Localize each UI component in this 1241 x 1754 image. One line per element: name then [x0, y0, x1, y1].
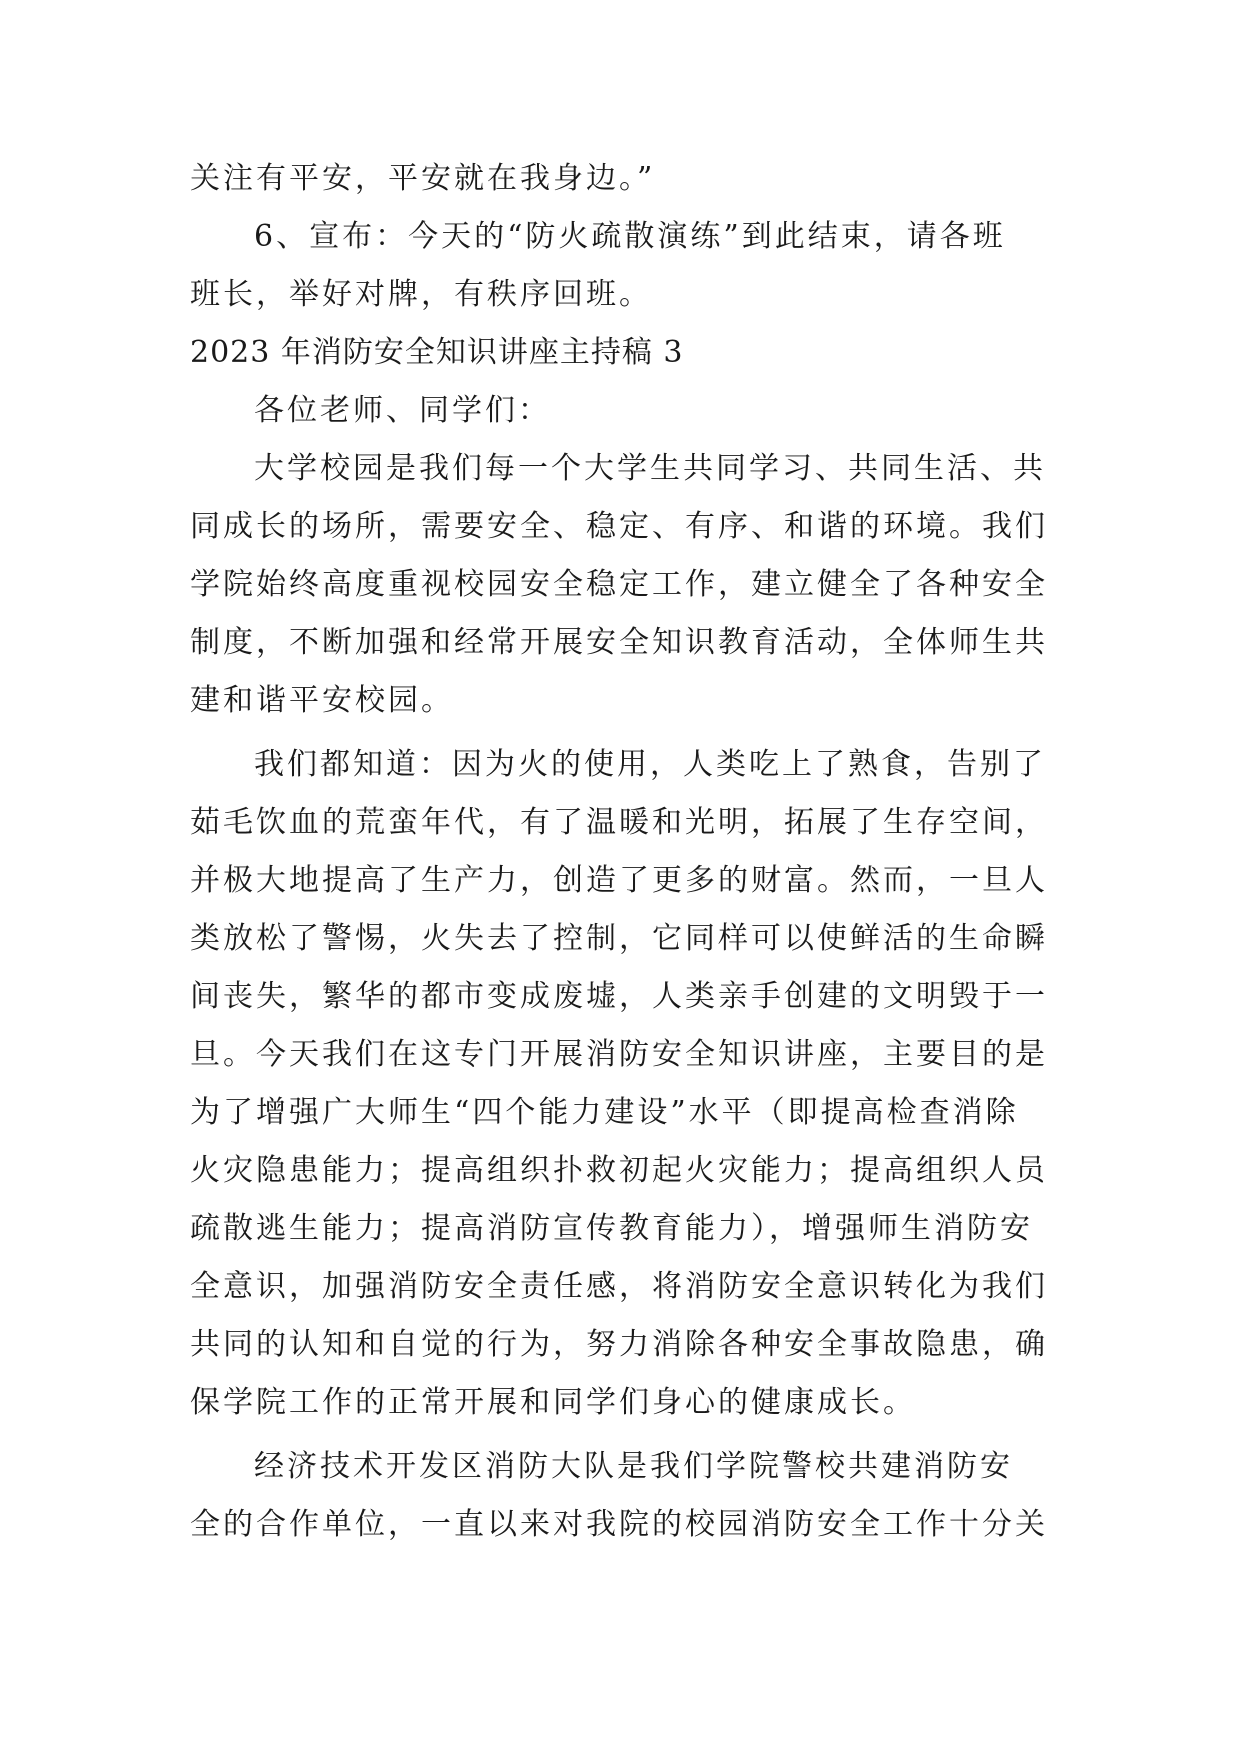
text-line: 保学院工作的正常开展和同学们身心的健康成长。: [190, 1385, 916, 1420]
text-line: 全的合作单位，一直以来对我院的校园消防安全工作十分关: [190, 1507, 1048, 1542]
text-line: 共同的认知和自觉的行为，努力消除各种安全事故隐患，确: [190, 1327, 1048, 1362]
paragraph-continuation: [190, 150, 1050, 208]
text-line: 经济技术开发区消防大队是我们学院警校共建消防安: [254, 1449, 1013, 1484]
text-line: 我们都知道：因为火的使用，人类吃上了熟食，告别了: [254, 747, 1046, 782]
paragraph-campus: [190, 440, 1050, 730]
text-line: 同成长的场所，需要安全、稳定、有序、和谐的环境。我们: [190, 509, 1048, 544]
heading-text: 2023 年消防安全知识讲座主持稿 3: [190, 335, 684, 370]
text-line: 茹毛饮血的荒蛮年代，有了温暖和光明，拓展了生存空间，: [190, 805, 1048, 840]
text-line: 疏散逃生能力；提高消防宣传教育能力），增强师生消防安: [190, 1211, 1033, 1246]
text-line: 6、宣布：今天的“防火疏散演练”到此结束，请各班: [254, 219, 1006, 254]
paragraph-fire: [190, 736, 1050, 1432]
text-line: 制度，不断加强和经常开展安全知识教育活动，全体师生共: [190, 625, 1048, 660]
document-body: [190, 150, 1050, 1554]
paragraph-announcement: [190, 208, 1050, 324]
text-line: 建和谐平安校园。: [190, 683, 454, 718]
paragraph-fire-brigade: [190, 1438, 1050, 1554]
text-line: 为了增强广大师生“四个能力建设”水平（即提高检查消除: [190, 1095, 1019, 1130]
text-line: 并极大地提高了生产力，创造了更多的财富。然而，一旦人: [190, 863, 1048, 898]
section-heading: [190, 324, 1050, 382]
text-line: 间丧失，繁华的都市变成废墟，人类亲手创建的文明毁于一: [190, 979, 1048, 1014]
text-line: 各位老师、同学们：: [254, 393, 551, 428]
text-line: 关注有平安，平安就在我身边。”: [190, 161, 656, 196]
text-line: 学院始终高度重视校园安全稳定工作，建立健全了各种安全: [190, 567, 1048, 602]
text-line: 全意识，加强消防安全责任感，将消防安全意识转化为我们: [190, 1269, 1048, 1304]
salutation: [190, 382, 1050, 440]
text-line: 旦。今天我们在这专门开展消防安全知识讲座，主要目的是: [190, 1037, 1048, 1072]
text-line: 大学校园是我们每一个大学生共同学习、共同生活、共: [254, 451, 1046, 486]
text-line: 火灾隐患能力；提高组织扑救初起火灾能力；提高组织人员: [190, 1153, 1048, 1188]
text-line: 类放松了警惕，火失去了控制，它同样可以使鲜活的生命瞬: [190, 921, 1048, 956]
text-line: 班长，举好对牌，有秩序回班。: [190, 277, 652, 312]
